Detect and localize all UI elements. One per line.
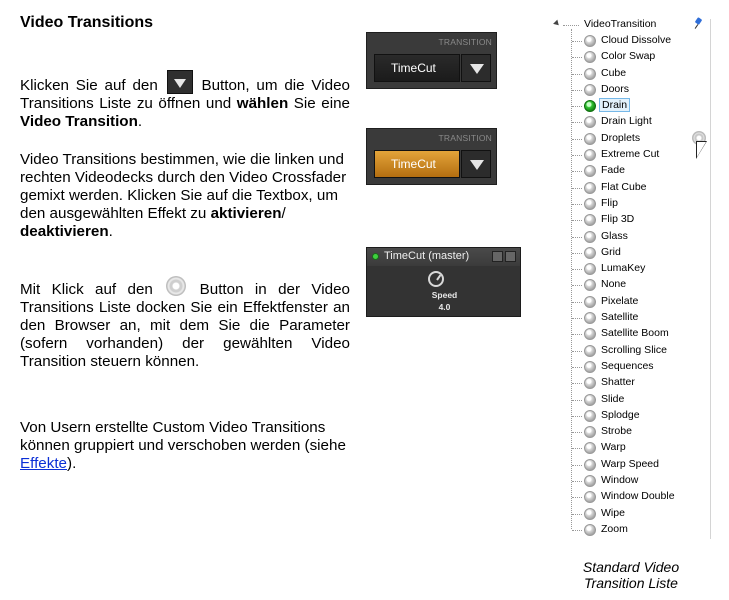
tree-item-label: Flat Cube <box>601 180 647 193</box>
tree-connector <box>572 155 582 156</box>
tree-connector <box>572 285 582 286</box>
tree-item[interactable] <box>553 261 703 277</box>
transition-icon <box>584 133 596 145</box>
bold-text: aktivieren <box>210 205 282 222</box>
tree-item-label: Grid <box>601 245 621 258</box>
tree-item[interactable] <box>553 473 703 489</box>
tree-connector <box>572 465 582 466</box>
tree-item-label: Fade <box>601 164 625 177</box>
tree-connector <box>572 188 582 189</box>
text: . <box>137 113 143 130</box>
collapse-arrow-icon[interactable] <box>553 20 561 28</box>
tree-connector <box>572 334 582 335</box>
tree-connector <box>572 220 582 221</box>
transition-icon <box>584 35 596 47</box>
transition-icon <box>584 524 596 536</box>
transition-icon <box>584 345 596 357</box>
text: . <box>108 223 113 240</box>
tree-item[interactable] <box>553 212 703 228</box>
tree-item-label: Drain Light <box>601 115 652 128</box>
tree-item[interactable] <box>553 229 703 245</box>
tree-item[interactable] <box>553 522 703 538</box>
tree-item-label: LumaKey <box>601 262 646 275</box>
transition-icon <box>584 214 596 226</box>
tree-item[interactable] <box>553 489 703 505</box>
tree-connector <box>572 481 582 482</box>
speed-knob[interactable] <box>428 271 444 287</box>
tree-item-label: Window <box>601 474 639 487</box>
transition-icon <box>584 491 596 503</box>
tree-item[interactable] <box>553 98 703 114</box>
tree-item-label: Zoom <box>601 522 628 535</box>
status-dot-icon <box>372 253 379 260</box>
transition-icon <box>584 508 596 520</box>
transition-icon <box>584 426 596 438</box>
pin-icon[interactable] <box>694 18 702 30</box>
tree-root-label: VideoTransition <box>584 18 657 30</box>
transition-icon <box>584 442 596 454</box>
transition-widget-active <box>366 128 497 185</box>
page-title: Video Transitions <box>20 14 154 31</box>
transition-icon <box>584 165 596 177</box>
transition-icon <box>584 149 596 161</box>
tree-item-label: Satellite <box>601 311 639 324</box>
mouse-cursor-fill <box>697 142 706 157</box>
tree-item-label: Strobe <box>601 425 632 438</box>
tree-item[interactable] <box>553 245 703 261</box>
tree-connector <box>572 302 582 303</box>
tree-connector <box>572 530 582 531</box>
tree-item-label: Scrolling Slice <box>601 343 667 356</box>
tree-item-label: Cube <box>601 66 627 79</box>
tree-item-label: Cloud Dissolve <box>601 34 672 46</box>
transition-icon <box>584 51 596 63</box>
tree-item[interactable] <box>553 392 703 408</box>
tree-connector <box>572 139 582 140</box>
tree-item-label: Warp <box>601 441 626 454</box>
tree-item-label: Color Swap <box>601 50 656 63</box>
paragraph-gear <box>20 276 350 371</box>
text: Button, um die Video Transitions Liste zu öffnen und <box>20 77 350 112</box>
tree-item[interactable] <box>553 326 703 342</box>
effect-panel-title: TimeCut (master) <box>384 250 470 262</box>
transition-icon <box>584 377 596 389</box>
paragraph-custom <box>20 419 350 473</box>
tree-item[interactable] <box>553 277 703 293</box>
tree-connector <box>572 269 582 270</box>
tree-item[interactable] <box>553 147 703 163</box>
text: Video Transitions bestimmen, wie die linken und rechten Videodecks durch den Video Crossfader gemixt werden. Klicken Sie auf die Textbox, um den ausgewählten Effekt zu <box>20 151 347 222</box>
tree-connector <box>572 57 582 58</box>
tree-connector <box>572 367 582 368</box>
transition-icon <box>584 247 596 259</box>
dropdown-arrow-icon[interactable] <box>461 54 491 82</box>
dropdown-arrow-icon <box>167 70 193 94</box>
tree-connector <box>572 171 582 172</box>
tree-item[interactable] <box>553 114 703 130</box>
edit-icon[interactable] <box>492 251 503 262</box>
tree-item[interactable] <box>553 310 703 326</box>
tree-item[interactable] <box>553 343 703 359</box>
tree-connector <box>572 514 582 515</box>
text: Mit Klick auf den <box>20 281 153 298</box>
tree-item-label: Wipe <box>601 506 625 519</box>
transition-icon <box>584 116 596 128</box>
caption-line: Transition Liste <box>584 575 678 591</box>
tree-item-label: Window Double <box>601 490 675 503</box>
tree-item[interactable] <box>553 180 703 196</box>
tree-connector <box>572 448 582 449</box>
tree-connector <box>572 432 582 433</box>
gear-icon <box>166 276 186 296</box>
tree-item-label: Satellite Boom <box>601 327 669 340</box>
text: ). <box>67 455 77 472</box>
text: / <box>281 205 286 222</box>
tree-item-label: Slide <box>601 392 625 405</box>
tree-item[interactable] <box>553 457 703 473</box>
effect-panel-header <box>367 248 520 266</box>
text: Von Usern erstellte Custom Video Transitions können gruppiert und verschoben werden (siehe <box>20 419 346 454</box>
transition-icon <box>584 231 596 243</box>
video-transition-tree <box>553 17 713 539</box>
transition-icon <box>584 475 596 487</box>
transition-icon <box>584 312 596 324</box>
tree-connector <box>572 383 582 384</box>
paragraph-open-list <box>20 70 350 131</box>
tree-connector <box>572 400 582 401</box>
transition-icon <box>584 68 596 80</box>
transition-icon <box>584 361 596 373</box>
caption-line: Standard Video <box>582 559 680 575</box>
transition-icon <box>584 410 596 422</box>
effekte-link[interactable]: Effekte <box>20 455 68 472</box>
transition-icon <box>584 328 596 340</box>
tree-item-label: Flip <box>601 196 618 209</box>
tree-connector <box>572 90 582 91</box>
tree-item[interactable] <box>553 408 703 424</box>
transition-icon <box>584 279 596 291</box>
transition-icon <box>584 296 596 308</box>
text: Klicken Sie auf den <box>20 77 158 94</box>
tree-item[interactable] <box>553 424 703 440</box>
tree-item[interactable] <box>553 196 703 212</box>
text: Button in der Video Transitions Liste docken Sie ein Effektfenster an den Browser an, mit dem Sie die Parameter (sofern vorhanden) der gewählten Video Transition steuern können. <box>20 281 350 370</box>
tree-item-label: Extreme Cut <box>601 148 660 161</box>
transition-icon <box>584 459 596 471</box>
tree-item[interactable] <box>553 33 703 49</box>
tree-connector <box>572 122 582 123</box>
text: Sie eine <box>293 95 350 112</box>
tree-item-label: Shatter <box>601 376 635 389</box>
transition-icon <box>584 84 596 96</box>
tree-connector <box>563 25 579 26</box>
tree-item-label: Pixelate <box>601 294 639 307</box>
bold-text: wählen <box>236 95 289 112</box>
transition-icon <box>584 394 596 406</box>
param-value: 4.0 <box>438 302 451 312</box>
transition-label: TRANSITION <box>438 133 492 143</box>
paragraph-description <box>20 151 350 241</box>
tree-item[interactable] <box>553 82 703 98</box>
tree-item-label: None <box>601 278 627 291</box>
transition-textbox-active[interactable]: TimeCut <box>374 150 460 178</box>
transition-textbox[interactable]: TimeCut <box>374 54 460 82</box>
tree-item[interactable] <box>553 359 703 375</box>
tree-connector <box>572 497 582 498</box>
tree-item-label: Warp Speed <box>601 457 659 470</box>
transition-widget-inactive <box>366 32 497 89</box>
tree-connector <box>572 41 582 42</box>
tree-connector <box>572 237 582 238</box>
tree-connector <box>572 253 582 254</box>
tree-item-label: Glass <box>601 229 628 242</box>
active-transition-icon <box>584 100 596 112</box>
close-icon[interactable] <box>505 251 516 262</box>
tree-connector <box>572 351 582 352</box>
tree-item[interactable] <box>553 163 703 179</box>
tree-item[interactable] <box>553 294 703 310</box>
tree-items <box>553 33 703 538</box>
tree-caption <box>556 559 706 591</box>
bold-text: Video Transition <box>20 113 138 130</box>
tree-item-label: Drain <box>599 98 630 112</box>
tree-connector <box>572 416 582 417</box>
tree-item-label: Droplets <box>601 131 641 144</box>
tree-item-label: Flip 3D <box>601 213 635 226</box>
panel-border <box>710 19 711 539</box>
tree-item-label: Splodge <box>601 408 640 421</box>
tree-item[interactable] <box>553 49 703 65</box>
transition-icon <box>584 182 596 194</box>
bold-text: deaktivieren <box>20 223 109 240</box>
effect-panel <box>366 247 521 317</box>
tree-connector <box>572 106 582 107</box>
tree-item[interactable] <box>553 131 703 147</box>
tree-item-label: Doors <box>601 82 630 95</box>
tree-item[interactable] <box>553 375 703 391</box>
transition-label: TRANSITION <box>438 37 492 47</box>
tree-connector <box>572 204 582 205</box>
transition-icon <box>584 198 596 210</box>
tree-connector <box>572 318 582 319</box>
tree-connector <box>572 74 582 75</box>
param-label: Speed <box>431 290 458 300</box>
tree-item-label: Sequences <box>601 359 654 372</box>
tree-item[interactable] <box>553 506 703 522</box>
transition-icon <box>584 263 596 275</box>
tree-item[interactable] <box>553 66 703 82</box>
dropdown-arrow-icon[interactable] <box>461 150 491 178</box>
tree-item[interactable] <box>553 440 703 456</box>
